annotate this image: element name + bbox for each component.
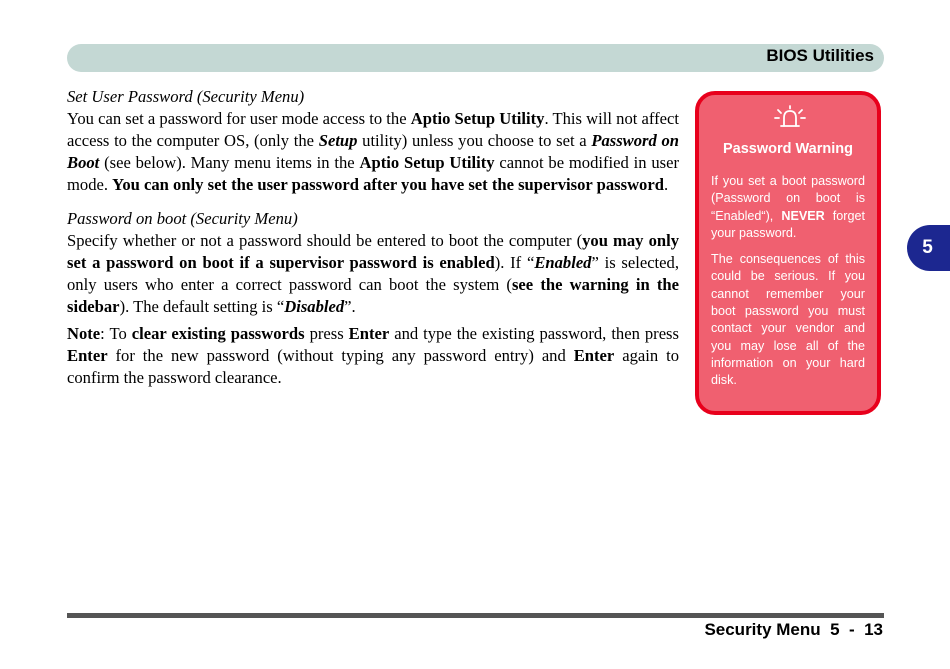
text-run: again to confirm the password clearance. (67, 346, 680, 387)
alarm-bell-icon (773, 105, 807, 131)
section-title-password-on-boot: Password on boot (Security Menu) (67, 209, 298, 228)
main-content (67, 86, 679, 389)
bold-run: Enter (348, 324, 390, 343)
header-title: BIOS Utilities (766, 46, 874, 65)
text-run: ” is selected, only users who enter a correct password can boot the system ( (67, 253, 679, 294)
text-run: ”. (344, 297, 356, 316)
sidebar-paragraph-2: The consequences of this could be serious. If you cannot remember your boot password you must contact your vendor and you may lose all of the information on your hard disk. (711, 252, 865, 388)
bold-run: Aptio Setup Utility (359, 153, 495, 172)
text-run: (see below). Many menu items in the (99, 153, 360, 172)
chapter-tab: 5 (907, 225, 950, 271)
bold-run: You can only set the user password after you have set the supervisor password (112, 175, 664, 194)
text-run: forget your password. (711, 208, 865, 240)
text-run: and type the existing password, then press (389, 324, 679, 343)
text-run: If you set a boot password (Password on boot is “Enabled“), (711, 174, 865, 223)
note-paragraph (67, 323, 679, 389)
text-run: cannot be modified in user mode. (67, 153, 679, 194)
user-password-paragraph (67, 108, 679, 196)
footer-rule (67, 613, 884, 618)
password-on-boot-paragraph (67, 230, 679, 318)
bold-italic-run: Disabled (284, 297, 345, 316)
bold-run: see the warning in the sidebar (67, 275, 680, 316)
sidebar-paragraph-1 (711, 173, 865, 242)
text-run: : To (100, 324, 132, 343)
section-title-user-password: Set User Password (Security Menu) (67, 87, 305, 106)
text-run: . This will not affect access to the computer OS, (only the (67, 109, 679, 150)
bold-italic-run: Enabled (534, 253, 592, 272)
text-run: Specify whether or not a password should be entered to boot the computer ( (67, 231, 583, 250)
text-run: You can set a password for user mode access to the (67, 109, 411, 128)
bold-italic-run: Password on Boot (67, 131, 679, 172)
password-warning-sidebar (695, 91, 881, 415)
bold-run: Enter (573, 346, 615, 365)
bold-italic-run: Setup (318, 131, 358, 150)
bold-run: NEVER (781, 208, 825, 223)
bold-run: you may only set a password on boot if a supervisor password is enabled (67, 231, 679, 272)
text-run: press (304, 324, 349, 343)
bold-run: Aptio Setup Utility (410, 109, 545, 128)
sidebar-title: Password Warning (723, 141, 853, 157)
footer-page-label (704, 620, 883, 640)
text-run: for the new password (without typing any password entry) and (107, 346, 574, 365)
bold-run: Note (67, 324, 101, 343)
header-bar (67, 44, 884, 72)
text-run: ). The default setting is “ (119, 297, 285, 316)
text-run: utility) unless you choose to set a (357, 131, 592, 150)
footer-text: Security Menu 5 - 13 (704, 620, 883, 639)
bold-run: Enter (67, 346, 108, 365)
text-run: ). If “ (494, 253, 535, 272)
text-run: . (663, 175, 669, 194)
sidebar-body (711, 173, 865, 399)
bold-run: clear existing passwords (131, 324, 305, 343)
